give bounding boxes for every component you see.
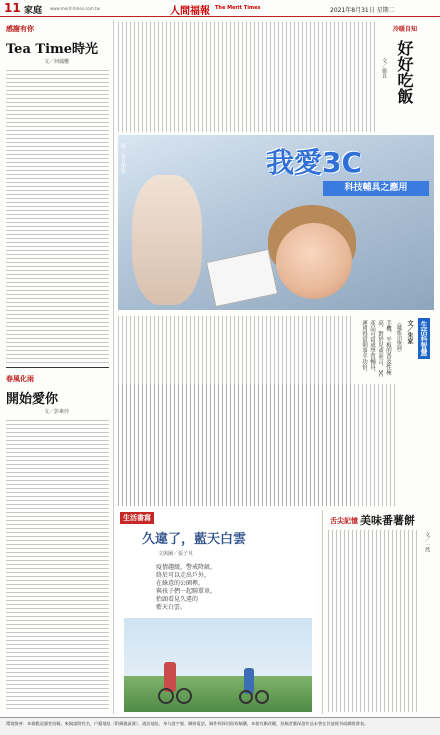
newspaper-logo: 人間福報: [170, 6, 210, 17]
page-number: 11: [4, 1, 21, 15]
article-kicker: 冷暖自知: [393, 26, 418, 33]
page-header: [0, 0, 440, 17]
column-separator: [322, 510, 323, 714]
feature-lede: 手機、平板的普及性極高，對於兒童而言，3C產品可當成學習輔具，運用得當則事半功倍。: [361, 320, 391, 377]
article-kicker: 舌尖記憶: [330, 517, 358, 525]
article-title: 好好吃飯: [395, 40, 414, 104]
article-byline: 文／一然: [424, 532, 430, 552]
footer-notice: 環境敬善：本報歡迎讀者投稿，來稿請附姓名、戶籍地址（附郵遞區號）、通訊地址、身分證字號、聯絡電話，稿件經採用即致稿酬，本報有刪改權，投稿者應保證作品未曾在其他報刊或網路發表。: [6, 721, 369, 726]
feature-body-continued: [118, 384, 396, 506]
article-body: [6, 70, 109, 366]
article-body: [118, 22, 376, 132]
poem-panel: [118, 510, 318, 714]
poem-line: 藍天白雲。: [156, 604, 187, 611]
article-title: 開始愛你: [6, 392, 59, 407]
site-url[interactable]: www.merit-times.com.tw: [50, 6, 100, 11]
divider: [6, 367, 109, 368]
feature-tag: 生活科智慧: [418, 318, 430, 359]
parent-figure: [132, 175, 202, 305]
article-body: [328, 530, 420, 712]
bike-wheel: [239, 690, 253, 704]
feature-author: 文／朱家: [406, 320, 413, 344]
article-title: 美味番薯餅: [360, 514, 415, 527]
feature-photo: [118, 135, 434, 310]
poem-line: 抬頭看見久違的: [156, 596, 199, 603]
poem-title: 久違了，藍天白雲: [142, 532, 247, 547]
section-name: 家庭: [24, 6, 43, 16]
poem-text: [156, 564, 276, 612]
column-separator: [113, 20, 114, 714]
feature-subtitle: 科技輔具之應用: [323, 181, 429, 196]
article-title: Tea Time時光: [6, 42, 99, 57]
poem-byline: 文與圖／張子芃: [158, 551, 194, 557]
poem-line: 與孩子們一起騎單車，: [156, 588, 217, 595]
bike-wheel: [255, 690, 269, 704]
article-kicker: 春風化雨: [6, 375, 34, 383]
poem-line: 疫情趨緩，警戒降級，: [156, 564, 217, 571]
poem-line: 終於可以走出戶外，: [156, 572, 211, 579]
child-face: [276, 223, 352, 299]
park-photo: [124, 618, 312, 712]
article-byline: 文／彭素玲: [44, 409, 70, 415]
photo-credit: 圖／取自網路: [120, 143, 126, 173]
article-byline: 文／施良: [381, 58, 387, 78]
article-body: [6, 420, 109, 712]
feature-author-note: （職能治療師）: [396, 320, 402, 355]
bike-wheel: [176, 688, 192, 704]
article-kicker: 感謝有你: [6, 25, 34, 33]
tablet-device: [206, 249, 278, 307]
newspaper-logo-en: The Merit Times: [215, 5, 261, 11]
article-byline: 文／何鳳櫻: [44, 59, 70, 65]
poem-line: 在綠意的公園裡，: [156, 580, 205, 587]
issue-date: 2021年8月31日 星期二: [330, 7, 395, 14]
bike-wheel: [158, 688, 174, 704]
grass-area: [124, 676, 312, 712]
poem-tag: 生活書寫: [120, 512, 154, 524]
feature-title: 我愛3C: [266, 146, 363, 179]
